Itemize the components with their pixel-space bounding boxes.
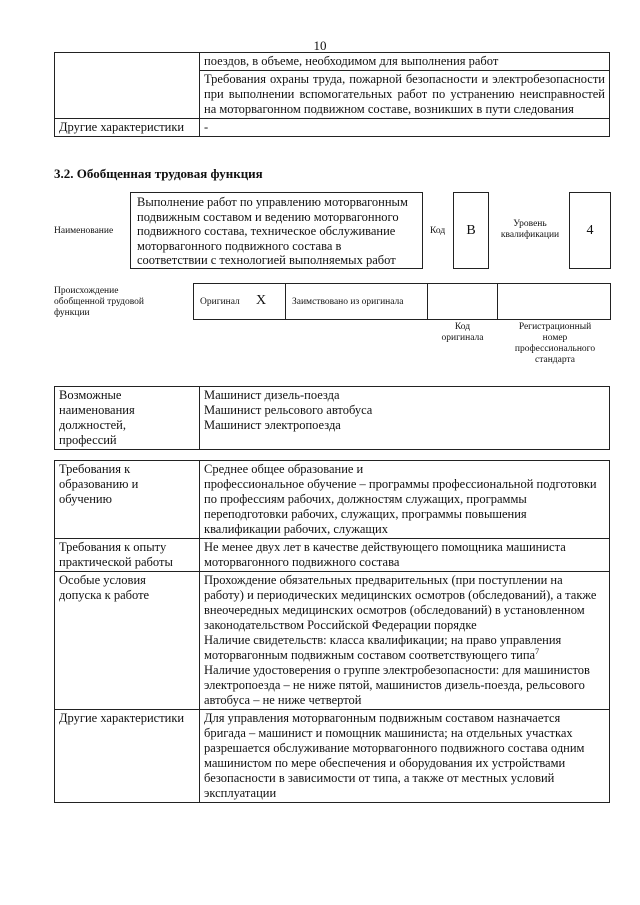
original-mark: X (256, 293, 267, 308)
value-line: по профессиям рабочих, должностям служащих, программы (204, 492, 527, 506)
caption-line: Регистрационный (518, 322, 592, 332)
admission-label (55, 572, 200, 710)
function-name-box (130, 192, 423, 269)
other-label (55, 710, 200, 803)
table-row (55, 461, 610, 539)
level-label-line: квалификации (500, 230, 560, 240)
value-line: Среднее общее образование и (204, 462, 364, 476)
value-line (204, 648, 605, 663)
level-value-box: 4 (569, 192, 611, 269)
function-name-line: моторвагонного подвижного состава в (137, 238, 342, 253)
value-line: Прохождение обязательных предварительных (при поступлении на (204, 573, 563, 587)
borrowed-cell (285, 283, 428, 320)
value-line: эксплуатации (204, 786, 277, 800)
original-cell (193, 283, 286, 320)
name-label: Наименование (54, 226, 114, 236)
code-label: Код (430, 226, 446, 236)
label-line: Возможные (59, 388, 122, 402)
level-label-line: Уровень (513, 219, 547, 229)
value-line: Для управления моторвагонным подвижным составом назначается (204, 711, 561, 725)
section-title: 3.2. Обобщенная трудовая функция (54, 166, 263, 181)
positions-label (55, 387, 200, 450)
continuation-table (54, 52, 610, 137)
origin-label-line: Происхождение (54, 286, 119, 296)
label-line: образованию и (59, 477, 139, 491)
registration-number-caption (497, 322, 613, 366)
registration-number-cell (497, 283, 611, 320)
empty-label-cell (55, 53, 200, 119)
cell-value: Требования охраны труда, пожарной безопасности и электробезопасности при выполнении вспомогательных работ по устранению неисправностей на моторвагонном подвижном составе, возникших в пути следования (200, 71, 610, 119)
caption-line: Код (454, 322, 471, 332)
value-line: профессиональное обучение – программы профессиональной подготовки (204, 477, 597, 491)
value-line: электропоезда – не ниже пятой, машинистов дизель-поезда, рельсового (204, 678, 585, 692)
education-value (200, 461, 610, 539)
original-label: Оригинал (200, 297, 240, 307)
origin-label-line: функции (54, 308, 90, 318)
function-name-line: подвижного состава, техническое обслуживание (137, 224, 396, 238)
table-row (55, 710, 610, 803)
education-label (55, 461, 200, 539)
original-code-caption (427, 322, 498, 344)
position-item: Машинист рельсового автобуса (204, 403, 373, 417)
positions-table (54, 386, 610, 450)
footnote-marker: 7 (535, 646, 540, 656)
value-line: моторвагонного подвижного состава (204, 555, 400, 569)
value-line: внеочередных медицинских осмотров (обследований) в установленном (204, 603, 585, 617)
function-name-line: Выполнение работ по управлению моторвагонным (137, 195, 408, 209)
value-line: Наличие свидетельств: класса квалификации; на право управления (204, 633, 562, 647)
label-line: обучению (59, 492, 112, 506)
caption-line: профессионального (514, 344, 596, 354)
position-item: Машинист электропоезда (204, 418, 341, 432)
requirements-table (54, 460, 610, 803)
admission-value (200, 572, 610, 710)
label-line: Другие характеристики (59, 711, 185, 725)
label-line: наименования (59, 403, 135, 417)
table-row (55, 539, 610, 572)
value-text: моторвагонным подвижным составом соответствующего типа (204, 648, 536, 662)
function-name-line: подвижным составом и ведению моторвагонного (137, 209, 399, 224)
caption-line: стандарта (535, 355, 575, 365)
value-line: автобуса – не ниже четвертой (204, 693, 362, 707)
value-line: Не менее двух лет в качестве действующего помощника машиниста (204, 540, 566, 554)
cell-value: поездов, в объеме, необходимом для выполнения работ (200, 53, 610, 71)
label-line: Требования к (59, 462, 131, 476)
value-line: разрешается обслуживание моторвагонного подвижного состава одним (204, 741, 585, 755)
value-line: переподготовки рабочих, служащих, программы повышения (204, 507, 527, 521)
label-line: должностей, (59, 418, 126, 432)
caption-line: оригинала (441, 333, 484, 343)
code-value-box: В (453, 192, 489, 269)
origin-label-line: обобщенной трудовой (54, 297, 144, 307)
borrowed-label: Заимствовано из оригинала (292, 297, 404, 307)
cell-value: - (200, 119, 610, 137)
table-row (55, 572, 610, 710)
label-line: практической работы (59, 555, 173, 569)
page-number: 10 (313, 38, 327, 53)
value-line: бригада – машинист и помощник машиниста; на отдельных участках (204, 726, 573, 740)
cell-label: Другие характеристики (55, 119, 200, 137)
label-line: Особые условия (59, 573, 146, 587)
value-line: машинистом по мере обеспечения и оборудования их устройствами (204, 756, 566, 770)
value-line: квалификации рабочих, служащих (204, 522, 388, 536)
other-value (200, 710, 610, 803)
label-line: допуска к работе (59, 588, 150, 602)
caption-line: номер (542, 333, 568, 343)
value-line: законодательством Российской Федерации порядке (204, 618, 477, 632)
origin-label (54, 286, 144, 319)
value-line: работу) и периодических медицинских осмотров (обследований), а также (204, 588, 597, 602)
value-line: безопасности в зависимости от типа, а также от местных условий (204, 771, 555, 785)
original-code-cell (427, 283, 498, 320)
position-item: Машинист дизель-поезда (204, 388, 340, 402)
function-name-line: соответствии с технологией выполняемых работ (137, 253, 396, 267)
label-line: Требования к опыту (59, 540, 167, 554)
positions-values (200, 387, 610, 450)
experience-value (200, 539, 610, 572)
label-line: профессий (59, 433, 117, 447)
level-label (494, 219, 566, 241)
experience-label (55, 539, 200, 572)
value-line: Наличие удостоверения о группе электробезопасности: для машинистов (204, 663, 590, 677)
